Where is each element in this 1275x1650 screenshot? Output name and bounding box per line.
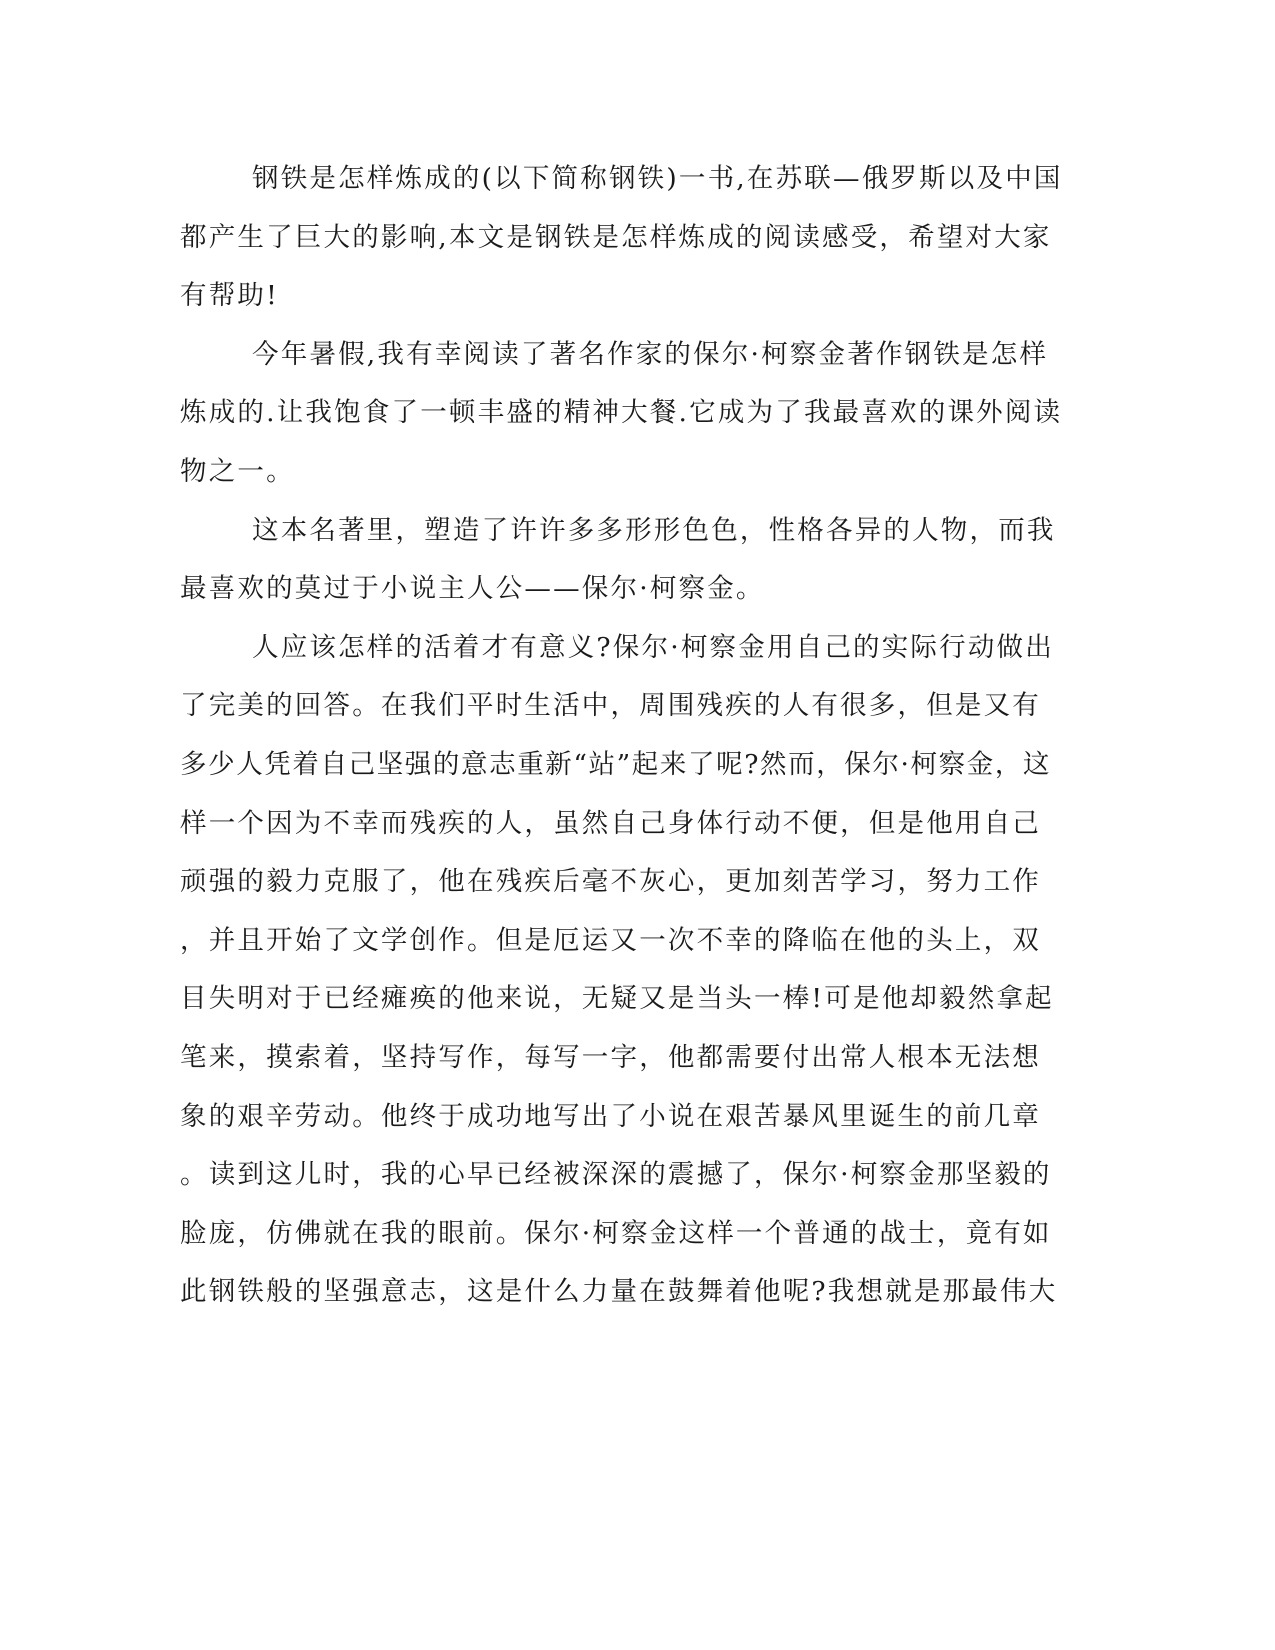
text-line: 笔来，摸索着，坚持写作，每写一字，他都需要付出常人根本无法想 xyxy=(180,1041,1041,1073)
text-line: 最喜欢的莫过于小说主人公——保尔·柯察金。 xyxy=(180,573,765,605)
text-line: 样一个因为不幸而残疾的人，虽然自己身体行动不便，但是他用自己 xyxy=(180,807,1041,839)
text-line: 物之一。 xyxy=(180,455,295,487)
text-line: 目失明对于已经瘫痪的他来说，无疑又是当头一棒!可是他却毅然拿起 xyxy=(180,983,1054,1015)
text-line: 钢铁是怎样炼成的(以下简称钢铁)一书,在苏联—俄罗斯以及中国 xyxy=(252,163,1063,194)
text-line: 有帮助! xyxy=(180,280,279,312)
text-line: 炼成的.让我饱食了一顿丰盛的精神大餐.它成为了我最喜欢的课外阅读 xyxy=(180,397,1063,429)
document-body xyxy=(180,150,1063,1322)
text-line: 。读到这儿时，我的心早已经被深深的震撼了，保尔·柯察金那坚毅的 xyxy=(180,1159,1052,1191)
text-line: 象的艰辛劳动。他终于成功地写出了小说在艰苦暴风里诞生的前几章 xyxy=(180,1100,1041,1132)
paragraph xyxy=(180,619,1058,1322)
text-line: 此钢铁般的坚强意志，这是什么力量在鼓舞着他呢?我想就是那最伟大 xyxy=(180,1276,1058,1308)
text-line: 多少人凭着自己坚强的意志重新“站”起来了呢?然而，保尔·柯察金，这 xyxy=(180,748,1052,780)
paragraph xyxy=(180,502,1056,619)
text-line: ，并且开始了文学创作。但是厄运又一次不幸的降临在他的头上，双 xyxy=(180,924,1041,956)
paragraph xyxy=(180,326,1063,502)
paragraph xyxy=(180,150,1063,326)
text-line: 了完美的回答。在我们平时生活中，周围残疾的人有很多，但是又有 xyxy=(180,690,1041,722)
text-line: 人应该怎样的活着才有意义?保尔·柯察金用自己的实际行动做出 xyxy=(252,631,1054,663)
text-line: 这本名著里，塑造了许许多多形形色色，性格各异的人物，而我 xyxy=(252,514,1056,546)
text-line: 都产生了巨大的影响,本文是钢铁是怎样炼成的阅读感受，希望对大家 xyxy=(180,221,1052,253)
text-line: 顽强的毅力克服了，他在残疾后毫不灰心，更加刻苦学习，努力工作 xyxy=(180,866,1041,898)
text-line: 脸庞，仿佛就在我的眼前。保尔·柯察金这样一个普通的战士，竟有如 xyxy=(180,1217,1052,1249)
text-line: 今年暑假,我有幸阅读了著名作家的保尔·柯察金著作钢铁是怎样 xyxy=(252,338,1049,370)
